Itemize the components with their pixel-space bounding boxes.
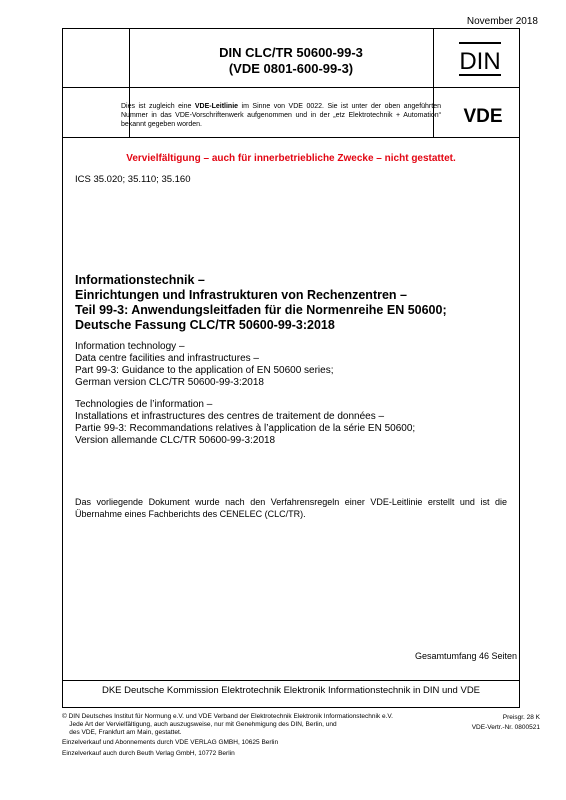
total-pages: Gesamtumfang 46 Seiten	[414, 651, 517, 661]
copyright-line: Jede Art der Vervielfältigung, auch auszugsweise, nur mit Genehmigung des DIN, Berlin, und	[62, 721, 337, 728]
copyright-line: des VDE, Frankfurt am Main, gestattet.	[62, 729, 182, 736]
vde-sales-number: VDE-Vertr.-Nr. 0800521	[471, 724, 540, 731]
title-english-line: Part 99-3: Guidance to the application of EN 50600 series;	[75, 365, 334, 376]
issue-date: November 2018	[466, 16, 538, 27]
vde-logo	[453, 105, 513, 125]
procedure-note: Das vorliegende Dokument wurde nach den Verfahrensregeln einer VDE-Leitlinie erstellt und ist die Übernahme eines Fachberichts des CENELEC (CLC/TR).	[75, 497, 507, 519]
document-number	[63, 45, 519, 77]
document-number-din: DIN CLC/TR 50600-99-3	[219, 45, 363, 60]
vde-leitlinie-note	[121, 102, 441, 129]
header-divider	[63, 87, 519, 88]
title-english-line: Data centre facilities and infrastructures –	[75, 353, 259, 364]
ics-codes: ICS 35.020; 35.110; 35.160	[75, 174, 191, 185]
dke-commission: DKE Deutsche Kommission Elektrotechnik Elektronik Informationstechnik in DIN und VDE	[101, 685, 481, 696]
title-french-line: Installations et infrastructures des centres de traitement de données –	[75, 411, 385, 422]
din-logo	[457, 41, 503, 77]
title-german-line: Einrichtungen und Infrastrukturen von Rechenzentren –	[75, 288, 407, 302]
copyright-notice	[62, 713, 442, 737]
document-number-vde: (VDE 0801-600-99-3)	[228, 61, 354, 76]
title-english-line: German version CLC/TR 50600-99-3:2018	[75, 377, 264, 388]
title-french-line: Technologies de l’information –	[75, 399, 213, 410]
vde-logo-text: VDE	[463, 106, 503, 125]
header-bottom-divider	[63, 137, 519, 138]
title-french-line: Partie 99-3: Recommandations relatives à l’application de la série EN 50600;	[75, 423, 416, 434]
title-page-frame	[62, 28, 520, 708]
leitlinie-keyword: VDE-Leitlinie	[194, 103, 239, 110]
title-german-line: Deutsche Fassung CLC/TR 50600-99-3:2018	[75, 318, 335, 332]
title-german-line: Teil 99-3: Anwendungsleitfaden für die Normenreihe EN 50600;	[75, 303, 447, 317]
din-logo-text: DIN	[459, 48, 501, 75]
price-info	[472, 713, 540, 733]
copyright-line: © DIN Deutsches Institut für Normung e.V. und VDE Verband der Elektrotechnik Elektronik Informationstechnik e.V.	[62, 713, 393, 720]
title-english-line: Information technology –	[75, 341, 185, 352]
title-french-line: Version allemande CLC/TR 50600-99-3:2018	[75, 435, 276, 446]
sales-beuth-verlag: Einzelverkauf auch durch Beuth Verlag GmbH, 10772 Berlin	[62, 750, 235, 757]
title-french	[75, 399, 515, 447]
bottom-divider	[63, 680, 519, 681]
leitlinie-text-start: Dies ist zugleich eine	[121, 103, 195, 110]
title-german-line: Informationstechnik –	[75, 273, 205, 287]
title-english	[75, 341, 515, 389]
title-german	[75, 273, 515, 333]
price-group: Preisgr. 28 K	[502, 714, 540, 721]
reproduction-warning: Vervielfältigung – auch für innerbetriebliche Zwecke – nicht gestattet.	[126, 153, 456, 164]
sales-vde-verlag: Einzelverkauf und Abonnements durch VDE VERLAG GMBH, 10625 Berlin	[62, 739, 279, 746]
leitlinie-text-end: im Sinne von VDE 0022. Sie ist unter der oben angeführten Nummer in das VDE-Vorschriftenwerk aufgenommen und in der „etz Elektrotechnik + Automation“ bekannt gegeben worden.	[121, 103, 441, 128]
